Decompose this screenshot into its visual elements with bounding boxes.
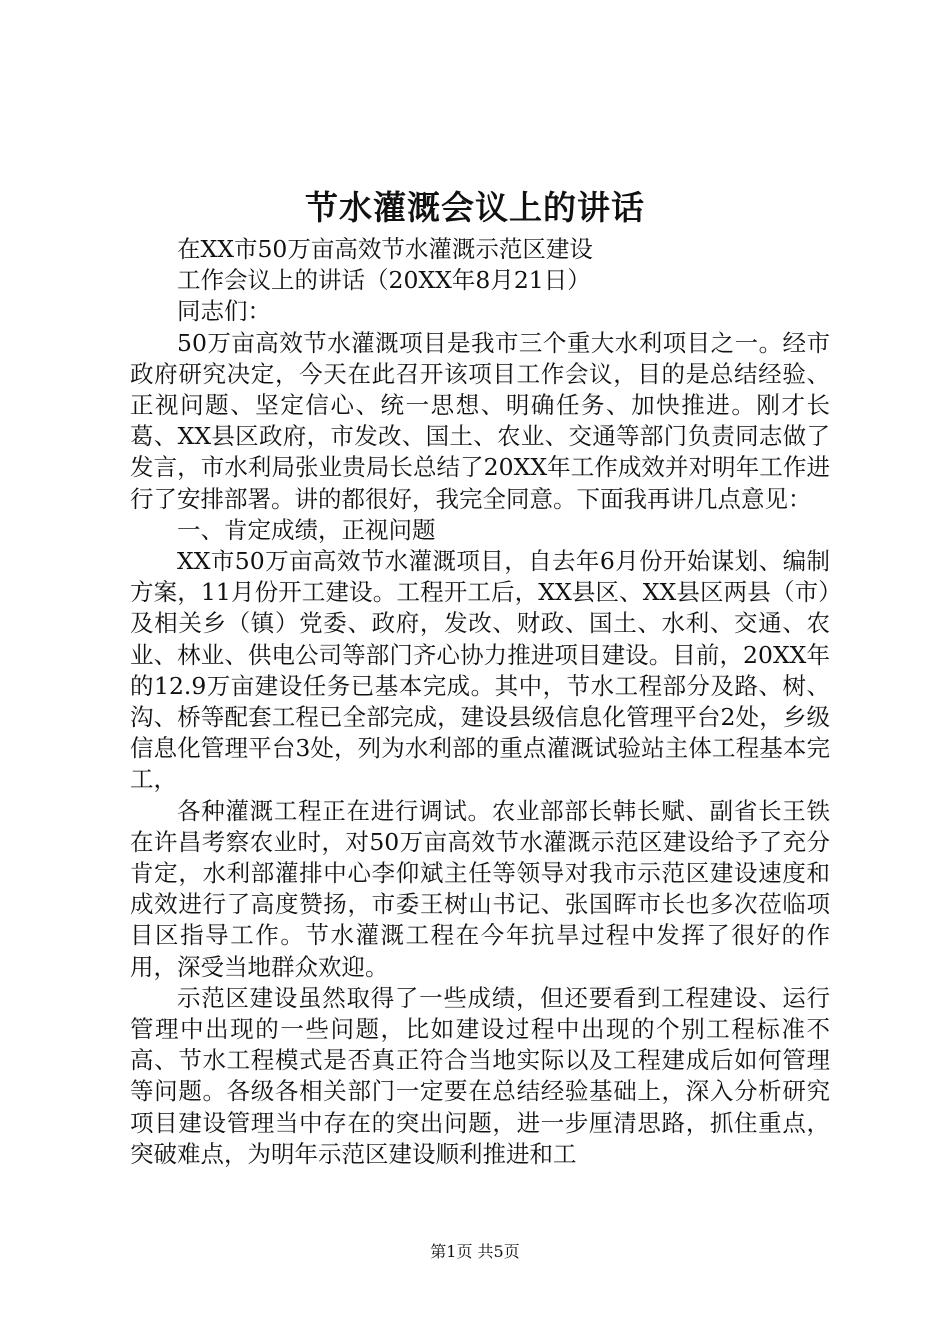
- subtitle-line-2: 工作会议上的讲话（20XX年8月21日）: [177, 266, 591, 295]
- page-footer: 第1页 共5页: [430, 1242, 520, 1261]
- document-title: 节水灌溉会议上的讲话: [305, 188, 645, 227]
- document-body: [130, 234, 830, 1170]
- paragraph-progress: XX市50万亩高效节水灌溉项目，自去年6月份开始谋划、编制方案，11月份开工建设。工程开工后，XX县区、XX县区两县（市）及相关乡（镇）党委、政府，发改、财政、国土、水利、交通、农业、林业、供电公司等部门齐心协力推进项目建设。目前，20XX年的12.9万亩建设任务已基本完成。其中，节水工程部分及路、树、沟、桥等配套工程已全部完成，建设县级信息化管理平台2处，乡级信息化管理平台3处，列为水利部的重点灌溉试验站主体工程基本完工，: [130, 547, 830, 794]
- paragraph-recognition: 各种灌溉工程正在进行调试。农业部部长韩长赋、副省长王铁在许昌考察农业时，对50万亩高效节水灌溉示范区建设给予了充分肯定，水利部灌排中心李仰斌主任等领导对我市示范区建设速度和成效进行了高度赞扬，市委王树山书记、张国晖市长也多次莅临项目区指导工作。节水灌溉工程在今年抗旱过程中发挥了很好的作用，深受当地群众欢迎。: [130, 796, 830, 981]
- subtitle-line-1: 在XX市50万亩高效节水灌溉示范区建设: [177, 235, 593, 263]
- paragraph-intro: 50万亩高效节水灌溉项目是我市三个重大水利项目之一。经市政府研究决定，今天在此召开该项目工作会议，目的是总结经验、正视问题、坚定信心、统一思想、明确任务、加快推进。刚才长葛、XX县区政府，市发改、国土、农业、交通等部门负责同志做了发言，市水利局张业贵局长总结了20XX年工作成效并对明年工作进行了安排部署。讲的都很好，我完全同意。下面我再讲几点意见：: [130, 328, 830, 513]
- paragraph-problems: 示范区建设虽然取得了一些成绩，但还要看到工程建设、运行管理中出现的一些问题，比如建设过程中出现的个别工程标准不高、节水工程模式是否真正符合当地实际以及工程建成后如何管理等问题。各级各相关部门一定要在总结经验基础上，深入分析研究项目建设管理当中存在的突出问题，进一步厘清思路，抓住重点，突破难点，为明年示范区建设顺利推进和工: [130, 983, 830, 1168]
- salutation: 同志们：: [177, 297, 271, 326]
- section-heading-1: 一、肯定成绩，正视问题: [177, 515, 436, 544]
